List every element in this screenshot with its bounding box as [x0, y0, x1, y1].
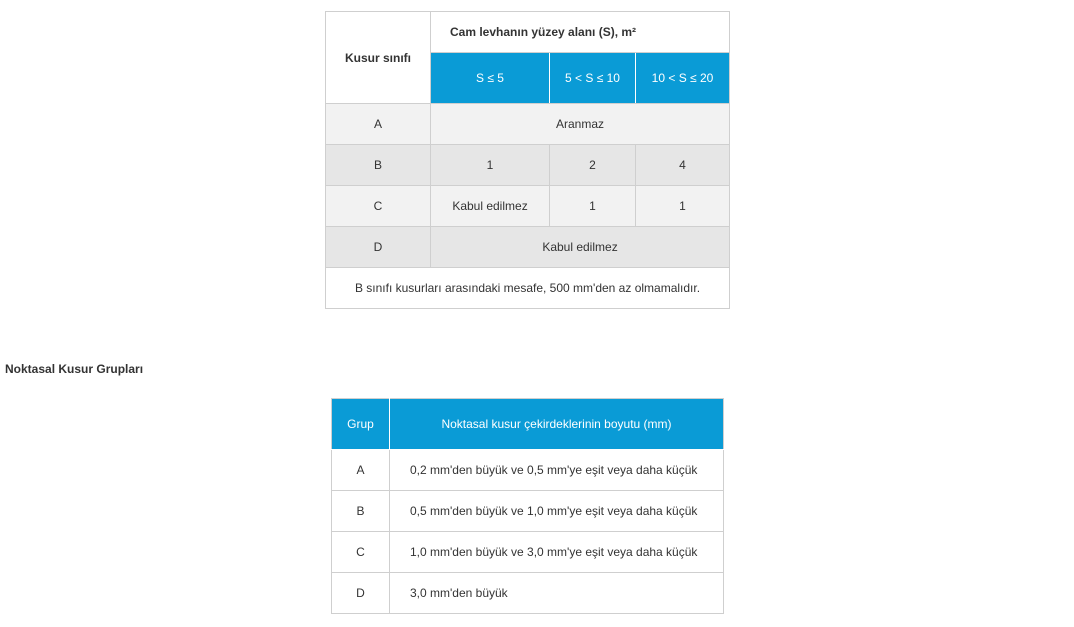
- size-cell: 1,0 mm'den büyük ve 3,0 mm'ye eşit veya daha küçük: [390, 532, 724, 573]
- table-note: B sınıfı kusurları arasındaki mesafe, 500 mm'den az olmamalıdır.: [326, 268, 730, 309]
- group-cell: B: [332, 491, 390, 532]
- point-defect-group-table: [331, 398, 724, 614]
- size-cell: 0,5 mm'den büyük ve 1,0 mm'ye eşit veya daha küçük: [390, 491, 724, 532]
- defect-class-header: Kusur sınıfı: [326, 12, 431, 104]
- section-title: Noktasal Kusur Grupları: [5, 362, 144, 376]
- table-row: [326, 186, 730, 227]
- table-row: [326, 145, 730, 186]
- table-row: [332, 491, 724, 532]
- surface-area-header: Cam levhanın yüzey alanı (S), m²: [431, 12, 730, 53]
- table-row: [332, 532, 724, 573]
- table-row: [326, 104, 730, 145]
- value-cell: 4: [636, 145, 730, 186]
- table-row: [326, 227, 730, 268]
- column-header-s-5-10: 5 < S ≤ 10: [550, 53, 636, 104]
- value-cell: 1: [431, 145, 550, 186]
- value-cell: 1: [550, 186, 636, 227]
- column-header-size: Noktasal kusur çekirdeklerinin boyutu (mm): [390, 399, 724, 450]
- defect-class-cell: A: [326, 104, 431, 145]
- defect-class-table: [325, 11, 730, 309]
- column-header-s-le-5: S ≤ 5: [431, 53, 550, 104]
- value-cell: 2: [550, 145, 636, 186]
- group-cell: D: [332, 573, 390, 614]
- value-cell: Kabul edilmez: [431, 186, 550, 227]
- defect-class-cell: D: [326, 227, 431, 268]
- table-note-row: [326, 268, 730, 309]
- group-cell: C: [332, 532, 390, 573]
- column-header-group: Grup: [332, 399, 390, 450]
- size-cell: 3,0 mm'den büyük: [390, 573, 724, 614]
- column-header-s-10-20: 10 < S ≤ 20: [636, 53, 730, 104]
- group-cell: A: [332, 450, 390, 491]
- size-cell: 0,2 mm'den büyük ve 0,5 mm'ye eşit veya daha küçük: [390, 450, 724, 491]
- value-cell: 1: [636, 186, 730, 227]
- merged-value-cell: Kabul edilmez: [431, 227, 730, 268]
- defect-class-cell: C: [326, 186, 431, 227]
- table-row: [332, 450, 724, 491]
- defect-class-cell: B: [326, 145, 431, 186]
- merged-value-cell: Aranmaz: [431, 104, 730, 145]
- table-row: [332, 573, 724, 614]
